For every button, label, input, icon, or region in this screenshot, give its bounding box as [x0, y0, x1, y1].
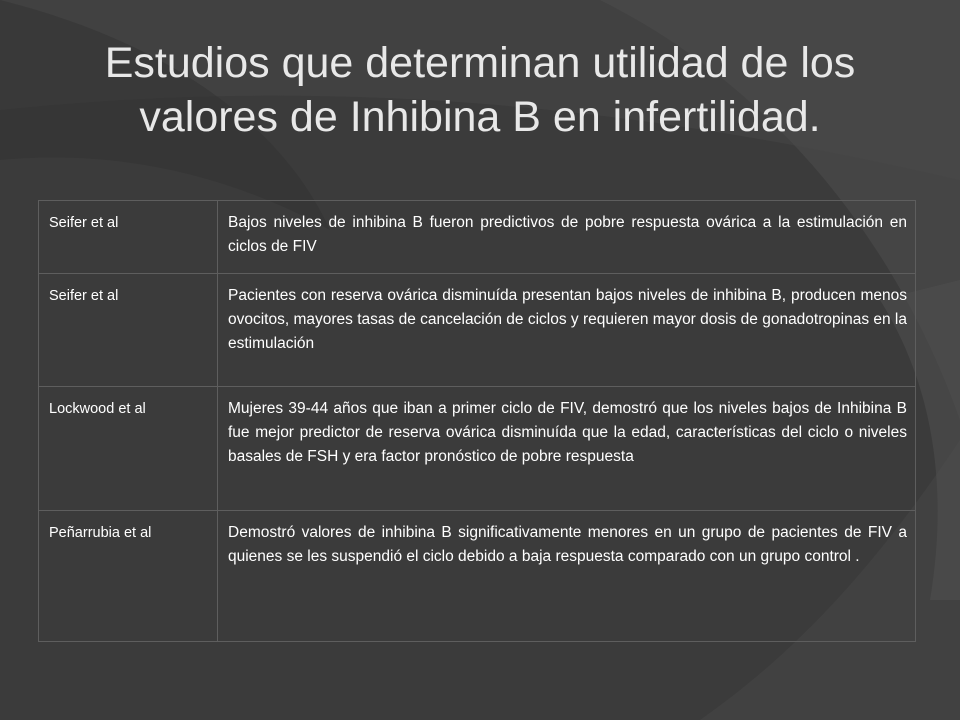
table-row	[39, 511, 916, 642]
table-row	[39, 387, 916, 511]
table-row	[39, 201, 916, 274]
slide-title	[40, 36, 920, 144]
slide-title-line-2: valores de Inhibina B en infertilidad.	[139, 93, 821, 141]
author-cell: Peñarrubia et al	[39, 511, 218, 642]
table-row	[39, 274, 916, 387]
slide-title-line-1: Estudios que determinan utilidad de los	[104, 39, 856, 87]
author-cell: Seifer et al	[39, 274, 218, 387]
author-cell: Seifer et al	[39, 201, 218, 274]
studies-table	[38, 200, 916, 642]
description-cell: Demostró valores de inhibina B significativamente menores en un grupo de pacientes de FIV a quienes se les suspendió el ciclo debido a baja respuesta comparado con un grupo control .	[218, 511, 916, 642]
description-cell: Pacientes con reserva ovárica disminuída presentan bajos niveles de inhibina B, producen menos ovocitos, mayores tasas de cancelación de ciclos y requieren mayor dosis de gonadotropinas en la estimulación	[218, 274, 916, 387]
author-cell: Lockwood et al	[39, 387, 218, 511]
description-cell: Bajos niveles de inhibina B fueron predictivos de pobre respuesta ovárica a la estimulación en ciclos de FIV	[218, 201, 916, 274]
description-cell: Mujeres 39-44 años que iban a primer ciclo de FIV, demostró que los niveles bajos de Inhibina B fue mejor predictor de reserva ovárica disminuída que la edad, características del ciclo o niveles basales de FSH y era factor pronóstico de pobre respuesta	[218, 387, 916, 511]
